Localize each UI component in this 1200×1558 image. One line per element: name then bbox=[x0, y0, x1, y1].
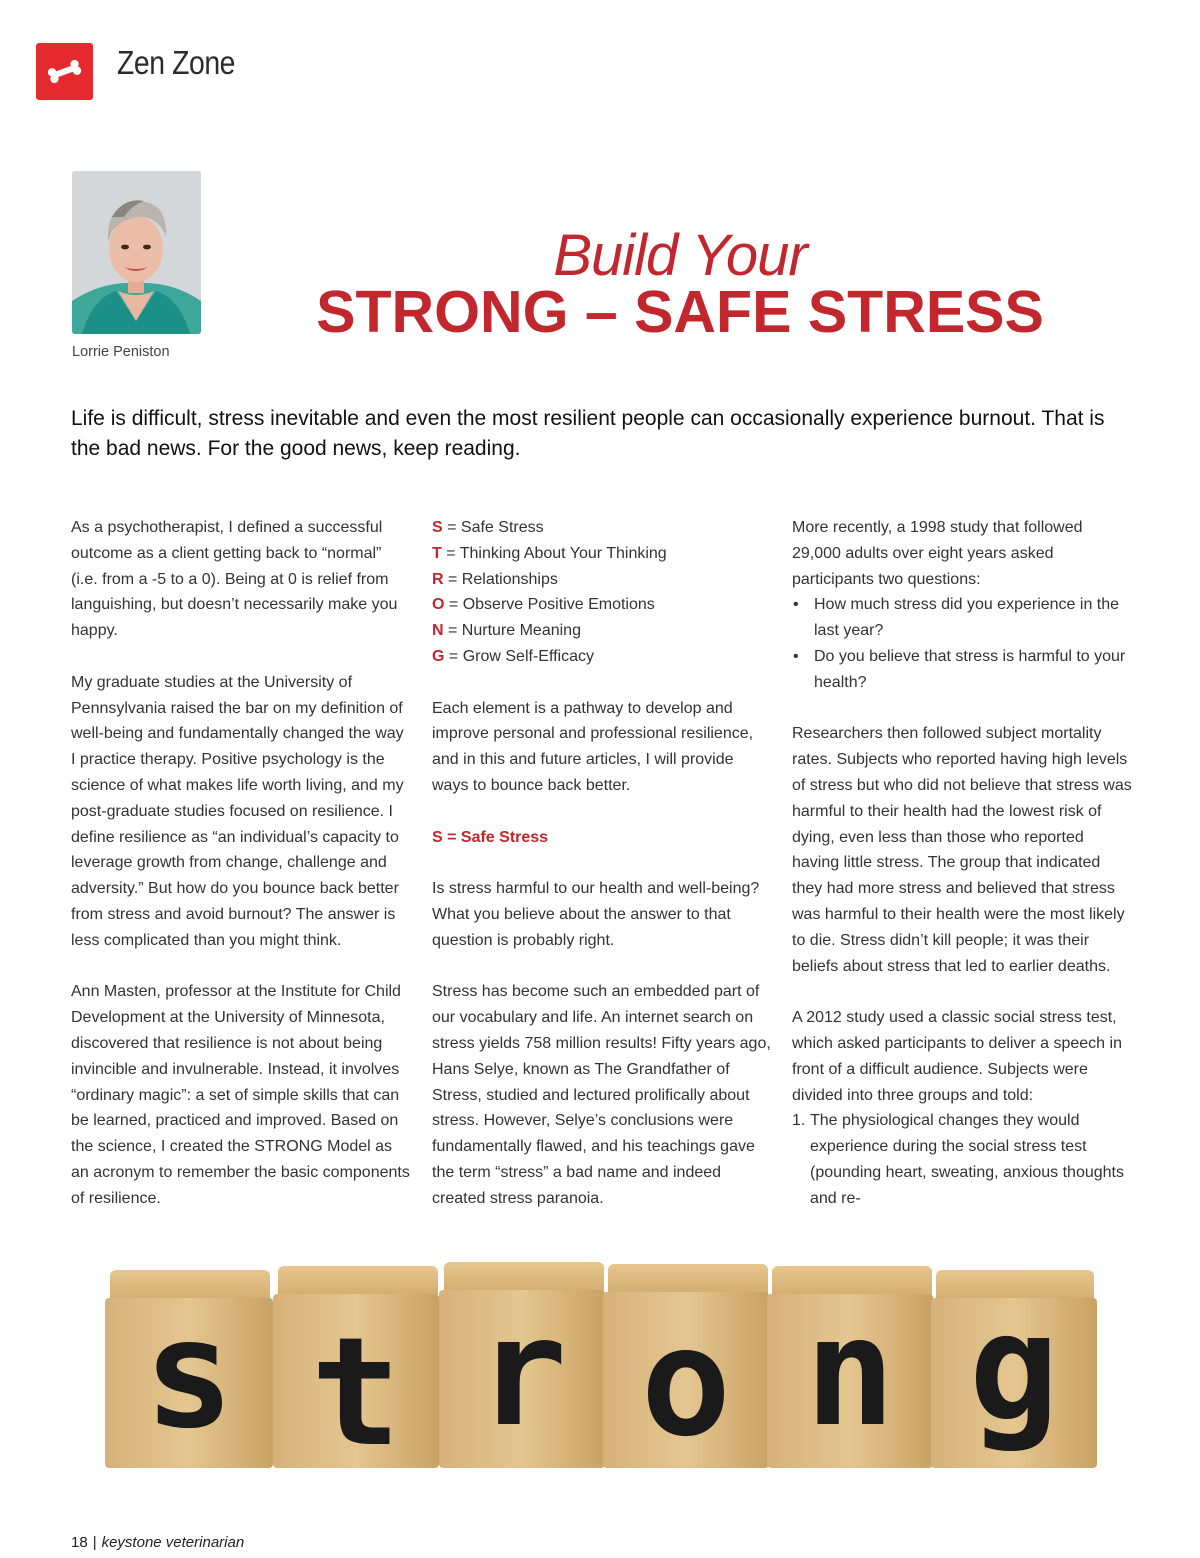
bone-icon bbox=[36, 43, 93, 100]
strong-blocks-image bbox=[100, 1248, 1100, 1468]
wood-block bbox=[931, 1270, 1097, 1468]
acronym-text: = Observe Positive Emotions bbox=[448, 596, 655, 614]
section-badge bbox=[36, 43, 93, 100]
wood-block bbox=[273, 1266, 439, 1468]
col1-paragraph-2: My graduate studies at the University of Pennsylvania raised the bar on my definition of well-being and fundamentally changed the way I practice therapy. Positive psychology is the science of what makes life worth living, and my post-graduate studies focused on resilience. I define resilience as “an individual’s capacity to leverage growth from change, challenge and adversity.” But how do you bounce back better from stress and avoid burnout? The answer is less complicated than you might think. bbox=[71, 673, 404, 949]
numbered-list bbox=[792, 1108, 1134, 1211]
block-letter: n bbox=[804, 1286, 896, 1460]
list-text: The physiological changes they would experience during the social stress test (pounding heart, sweating, anxious thoughts and re- bbox=[810, 1112, 1124, 1207]
col1-paragraph-3: Ann Masten, professor at the Institute for Child Development at the University of Minnesota, discovered that resilience is not about being invincible and invulnerable. Instead, it involves “ordinary magic”: a set of simple skills that can be learned, practiced and improved. Based on the science, I created the STRONG Model as an acronym to remember the basic components of resilience. bbox=[71, 983, 410, 1207]
block-letter: r bbox=[476, 1286, 568, 1460]
question-list bbox=[792, 592, 1134, 695]
block-letter: t bbox=[310, 1306, 402, 1468]
acronym-letter: G bbox=[432, 647, 445, 665]
acronym-item bbox=[432, 515, 772, 541]
acronym-item bbox=[432, 541, 772, 567]
list-item bbox=[792, 1108, 1134, 1211]
block-letter: o bbox=[640, 1296, 732, 1468]
column-2 bbox=[432, 515, 772, 1237]
col3-paragraph-2: Researchers then followed subject mortality rates. Subjects who reported having high levels of stress but who did not believe that stress was harmful to their health had the lowest risk of dying, even less than those who reported having little stress. The group that indicated they had more stress and believed that stress was harmful to their health were the most likely to die. Stress didn’t kill people; it was their beliefs about stress that led to earlier deaths. bbox=[792, 725, 1132, 975]
block-letter: g bbox=[968, 1282, 1060, 1456]
acronym-letter: O bbox=[432, 596, 445, 614]
acronym-letter: N bbox=[432, 622, 444, 640]
wood-block bbox=[439, 1262, 605, 1468]
col2-paragraph-1: Each element is a pathway to develop and improve personal and professional resilience, and in this and future articles, I will provide ways to bounce back better. bbox=[432, 699, 754, 794]
page-number: 18 bbox=[71, 1534, 88, 1551]
acronym-text: = Safe Stress bbox=[447, 519, 544, 536]
acronym-item bbox=[432, 567, 772, 593]
col2-paragraph-3: Stress has become such an embedded part of our vocabulary and life. An internet search on stress yields 758 million results! Fifty years ago, Hans Selye, known as The Grandfather of Stress, studied and lectured prolifically about stress. However, Selye’s conclusions were fundamentally flawed, and his teachings gave the term “stress” a bad name and indeed created stress paranoia. bbox=[432, 983, 771, 1207]
col3-paragraph-3: A 2012 study used a classic social stress test, which asked participants to deliver a speech in front of a difficult audience. Subjects were divided into three groups and told: bbox=[792, 1009, 1122, 1104]
block-letter: s bbox=[143, 1288, 235, 1462]
wood-block bbox=[767, 1266, 933, 1468]
acronym-text: = Grow Self-Efficacy bbox=[448, 647, 594, 665]
wood-block bbox=[105, 1270, 273, 1468]
column-1 bbox=[71, 515, 411, 1237]
strong-acronym-list bbox=[432, 515, 772, 670]
list-item: • How much stress did you experience in the last year? bbox=[792, 592, 1134, 644]
publication-name: keystone veterinarian bbox=[101, 1534, 245, 1551]
list-number: 1. bbox=[792, 1112, 806, 1130]
acronym-letter: R bbox=[432, 570, 444, 588]
author-name: Lorrie Peniston bbox=[72, 344, 170, 360]
acronym-item bbox=[432, 592, 772, 618]
wood-block bbox=[603, 1264, 769, 1468]
section-name: Zen Zone bbox=[117, 44, 236, 81]
col1-paragraph-1: As a psychotherapist, I defined a successful outcome as a client getting back to “normal” (i.e. from a -5 to a 0). Being at 0 is relief from languishing, but doesn’t necessarily make you happy. bbox=[71, 519, 398, 640]
acronym-item bbox=[432, 644, 772, 670]
acronym-text: = Nurture Meaning bbox=[448, 622, 581, 640]
title-line-2: STRONG – SAFE STRESS bbox=[316, 279, 1044, 345]
author-photo bbox=[72, 171, 201, 334]
footer-separator: | bbox=[92, 1534, 97, 1551]
lead-paragraph: Life is difficult, stress inevitable and even the most resilient people can occasionally experience burnout. That is the bad news. For the good news, keep reading. bbox=[71, 407, 1105, 460]
list-item: • Do you believe that stress is harmful to your health? bbox=[792, 644, 1134, 696]
col3-paragraph-1: More recently, a 1998 study that followed 29,000 adults over eight years asked participants two questions: bbox=[792, 519, 1083, 588]
acronym-text: = Relationships bbox=[448, 570, 558, 588]
column-3 bbox=[792, 515, 1134, 1212]
subheading-safe-stress: S = Safe Stress bbox=[432, 828, 549, 846]
title-line-1: Build Your bbox=[553, 223, 807, 288]
acronym-letter: T bbox=[432, 544, 442, 562]
acronym-item bbox=[432, 618, 772, 644]
acronym-letter: S bbox=[432, 519, 443, 536]
col2-paragraph-2: Is stress harmful to our health and well-being? What you believe about the answer to that question is probably right. bbox=[432, 880, 760, 949]
acronym-text: = Thinking About Your Thinking bbox=[446, 544, 667, 562]
page-footer bbox=[71, 1534, 244, 1551]
